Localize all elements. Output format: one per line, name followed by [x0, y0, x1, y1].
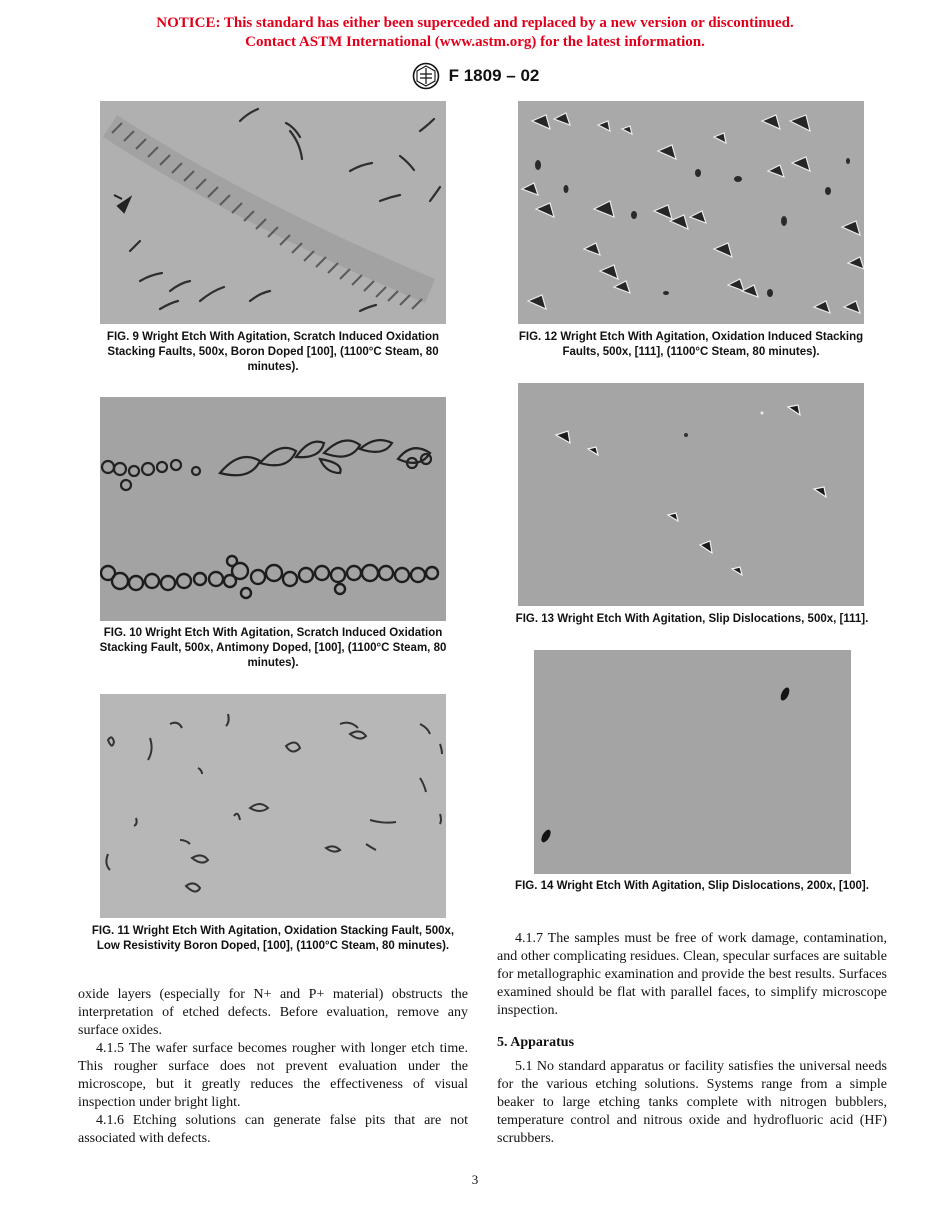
figure-13-micrograph [518, 383, 864, 606]
figure-9-caption: FIG. 9 Wright Etch With Agitation, Scratch Induced Oxidation Stacking Faults, 500x, Boron Doped [100], (1100°C Steam, 80 minutes). [106, 331, 440, 373]
paragraph-4-1-6: 4.1.6 Etching solutions can generate false pits that are not associated with defects. [78, 1113, 468, 1146]
notice-line-2: Contact ASTM International (www.astm.org) for the latest information. [245, 34, 705, 50]
figure-9-micrograph [100, 101, 446, 324]
right-column-text-2 [497, 1058, 887, 1148]
document-id: F 1809 – 02 [448, 66, 540, 85]
notice-banner [0, 14, 950, 52]
notice-line-1: NOTICE: This standard has either been superceded and replaced by a new version or discontinued. [156, 15, 794, 31]
astm-logo-icon [411, 62, 441, 90]
figure-14-caption: FIG. 14 Wright Etch With Agitation, Slip Dislocations, 200x, [100]. [515, 880, 869, 892]
paragraph-4-1-5: 4.1.5 The wafer surface becomes rougher with longer etch time. This rougher surface does not prevent evaluation under the microscope, but it greatly reduces the effectiveness of visual inspection under bright light. [78, 1041, 468, 1110]
figure-10-micrograph [100, 397, 446, 621]
figure-11-micrograph [100, 694, 446, 918]
figure-14-micrograph [534, 650, 851, 874]
left-column-text [78, 986, 468, 1148]
paragraph-5-1: 5.1 No standard apparatus or facility satisfies the universal needs for the various etching solutions. Systems range from a simple beaker to large etching tanks complete with nitrogen bubblers, temperature control and nitrous oxide and hydrofluoric acid (HF) scrubbers. [497, 1059, 887, 1146]
section-heading-apparatus: 5. Apparatus [497, 1035, 575, 1050]
figure-10-caption: FIG. 10 Wright Etch With Agitation, Scratch Induced Oxidation Stacking Fault, 500x, Antimony Doped, [100], (1100°C Steam, 80 minutes). [99, 627, 447, 669]
page-number: 3 [471, 1172, 479, 1187]
figure-12-caption: FIG. 12 Wright Etch With Agitation, Oxidation Induced Stacking Faults, 500x, [111], (1100°C Steam, 80 minutes). [518, 331, 864, 358]
figure-12-micrograph [518, 101, 864, 324]
paragraph-4-1-7: 4.1.7 The samples must be free of work damage, contamination, and other complicating residues. Clean, specular surfaces are suitable for metallographic examination and provide the best results. Surfaces examined should be flat with parallel faces, to simplify microscope inspection. [497, 931, 887, 1018]
right-column-text [497, 930, 887, 1020]
figure-13-caption: FIG. 13 Wright Etch With Agitation, Slip Dislocations, 500x, [111]. [515, 613, 869, 625]
paragraph-oxide-layers: oxide layers (especially for N+ and P+ material) obstructs the interpretation of etched defects. Before evaluation, remove any surface oxides. [78, 987, 468, 1038]
document-header [0, 62, 950, 90]
figure-11-caption: FIG. 11 Wright Etch With Agitation, Oxidation Stacking Fault, 500x, Low Resistivity Boron Doped, [100], (1100°C Steam, 80 minutes). [91, 925, 455, 952]
